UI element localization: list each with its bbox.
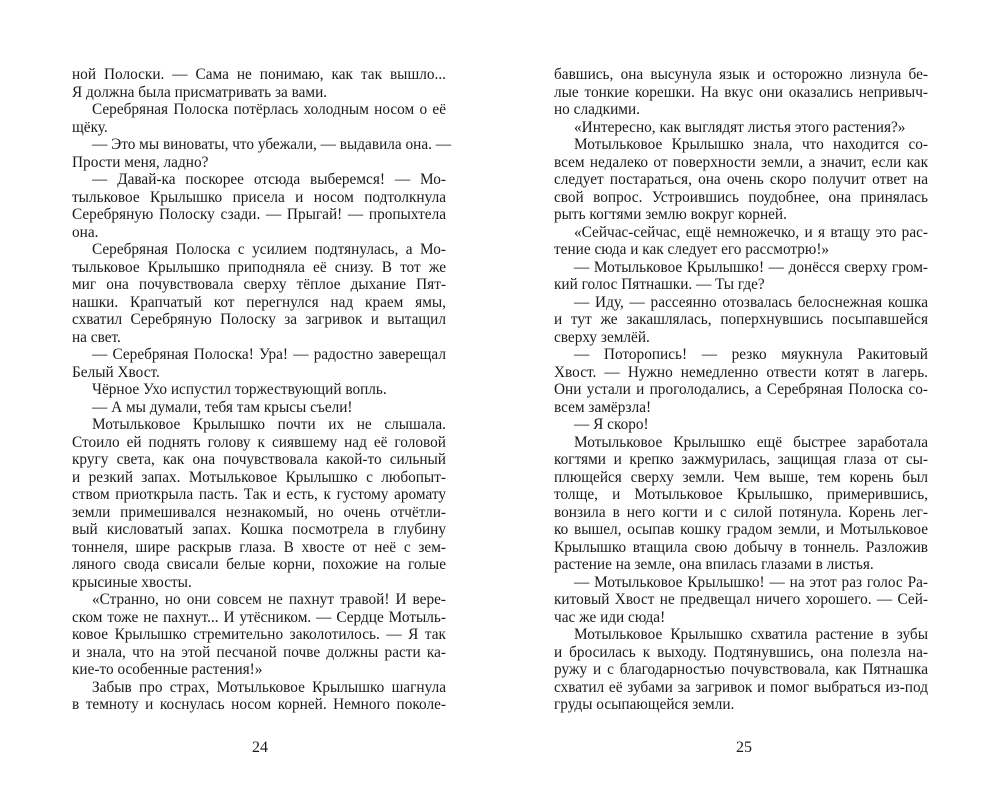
text-line: Серебряная Полоска с усилием подтянулась, а Мо-: [92, 241, 446, 258]
text-line: груды осыпающейся земли.: [554, 696, 735, 713]
text-line: «Странно, но они совсем не пахнут травой! И вере-: [92, 591, 446, 608]
text-line: и бросилась к выходу. Подтянувшись, она полезла на-: [554, 643, 928, 661]
text-line: схватил её зубами за загривок и помог выбраться из-под: [554, 678, 928, 696]
text-line: Серебряная Полоска потёрлась холодным носом о её: [92, 101, 446, 118]
text-line: Белый Хвост.: [72, 363, 160, 381]
text-line: всем замёрзла!: [554, 398, 652, 416]
text-line: и тут же закашлялась, поперхнувшись посыпавшейся: [554, 311, 928, 328]
text-line: лые тонкие корешки. На вкус они оказались непривыч-: [554, 83, 928, 101]
text-line: рыть когтями землю вокруг корней.: [554, 206, 787, 223]
text-line: ском тоже не пахнут... И утёсником. — Сердце Мотыль-: [72, 608, 446, 626]
text-line: и резкий запах. Мотыльковое Крылышко с любопыт-: [72, 468, 446, 486]
text-line: Мотыльковое Крылышко почти их не слышала.: [92, 416, 446, 433]
text-line: китовый Хвост не предвещал ничего хорошего. — Сей-: [554, 591, 928, 608]
text-line: Мотыльковое Крылышко схватила растение в зубы: [574, 626, 928, 643]
text-line: тоннеля, шире раскрыв глаза. В хвосте от неё с зем-: [72, 538, 446, 556]
text-line: — Поторопись! — резко мяукнула Ракитовый: [574, 346, 928, 363]
text-line: толще, и Мотыльковое Крылышко, примерившись,: [554, 486, 928, 503]
text-line: всем недалеко от поверхности земли, а значит, если как: [554, 153, 928, 171]
text-line: и знала, что на этой песчаной почве должны расти ка-: [72, 643, 446, 661]
text-line: Забыв про страх, Мотыльковое Крылышко шагнула: [92, 678, 446, 696]
text-line: вый кисловатый запах. Кошка посмотрела в глубину: [72, 521, 446, 538]
text-line: крысиные хвосты.: [72, 573, 192, 591]
text-line: тение сюда и как следует его рассмотрю!»: [554, 241, 830, 258]
left-page-text: [72, 66, 452, 714]
text-line: миг она почувствовала сверху тёплое дыхание Пят-: [72, 276, 446, 293]
text-line: в темноту и коснулась носом корней. Немного поколе-: [72, 696, 446, 713]
text-line: — Я скоро!: [574, 416, 649, 433]
text-line: — Иду, — рассеянно отозвалась белоснежная кошка: [574, 293, 928, 311]
text-line: — Мотыльковое Крылышко! — донёсся сверху гром-: [574, 258, 928, 276]
text-line: «Интересно, как выглядят листья этого растения?»: [574, 118, 906, 136]
text-line: ружу и с благодарностью почувствовала, как Пятнашка: [554, 661, 928, 678]
right-page-text: [554, 66, 928, 714]
text-line: Стоило ей поднять голову к сиявшему над её головой: [72, 433, 446, 451]
text-line: ляного свода свисали белые корни, похожие на голые: [72, 556, 446, 573]
text-line: Серебряную Полоску сзади. — Прыгай! — пропыхтела: [72, 206, 446, 223]
text-line: ко вышел, осыпав кошку градом земли, и Мотыльковое: [554, 521, 928, 538]
text-line: земли примешивался незнакомый, но очень отчётли-: [72, 503, 446, 521]
page-number-left: 24: [252, 739, 268, 756]
text-line: но сладкими.: [554, 101, 640, 118]
text-line: — Мотыльковое Крылышко! — на этот раз голос Ра-: [574, 573, 928, 591]
text-line: Мотыльковое Крылышко знала, что находится со-: [574, 136, 928, 153]
text-line: кие-то особенные растения!»: [72, 661, 263, 678]
text-line: ковое Крылышко стремительно заколотилось. — Я так: [72, 626, 446, 643]
text-line: растение на земле, она впилась глазами в листья.: [554, 556, 874, 573]
text-line: щёку.: [72, 118, 108, 136]
text-line: Я должна была присматривать за вами.: [72, 83, 328, 101]
text-line: свой вопрос. Устроившись поудобнее, она принялась: [554, 188, 928, 206]
text-line: кий голос Пятнашки. — Ты где?: [554, 276, 765, 293]
text-line: тыльковое Крылышко приподняла её снизу. В тот же: [72, 258, 446, 276]
text-line: на свет.: [72, 328, 121, 346]
text-line: ной Полоски. — Сама не понимаю, как так вышло...: [72, 66, 446, 83]
text-line: — Это мы виноваты, что убежали, — выдавила она. —: [92, 136, 452, 153]
text-line: Прости меня, ладно?: [72, 153, 209, 171]
page-number-right: 25: [736, 739, 752, 756]
text-line: Хвост. — Нужно немедленно отвести котят в лагерь.: [554, 363, 928, 381]
text-line: Они устали и проголодались, а Серебряная Полоска со-: [554, 381, 928, 398]
text-line: тыльковое Крылышко присела и носом подтолкнула: [72, 188, 446, 206]
text-line: час же иди сюда!: [554, 608, 666, 626]
text-line: «Сейчас-сейчас, ещё немножечко, и я втащу это рас-: [574, 223, 928, 241]
text-line: — Серебряная Полоска! Ура! — радостно заверещал: [92, 346, 446, 363]
text-line: вонзила в него когти и с силой потянула. Корень лег-: [554, 503, 928, 521]
text-line: ством приоткрыла пасть. Так и есть, к густому аромату: [72, 486, 446, 503]
text-line: Чёрное Ухо испустил торжествующий вопль.: [92, 381, 387, 398]
text-line: следует постараться, она очень скоро получит ответ на: [554, 171, 928, 188]
text-line: — Давай-ка поскорее отсюда выберемся! — Мо-: [92, 171, 446, 188]
text-line: схватил Серебряную Полоску за загривок и вытащил: [72, 311, 446, 328]
text-line: она.: [72, 223, 99, 241]
text-line: бавшись, она высунула язык и осторожно лизнула бе-: [554, 66, 928, 83]
text-line: плющейся сверху земли. Чем выше, тем корень был: [554, 468, 928, 486]
text-line: сверху землёй.: [554, 328, 650, 346]
text-line: Мотыльковое Крылышко ещё быстрее заработала: [574, 433, 928, 451]
text-line: когтями и крепко зажмурилась, защищая глаза от сы-: [554, 451, 928, 468]
text-line: кругу света, как она почувствовала какой-то сильный: [72, 451, 446, 468]
text-line: — А мы думали, тебя там крысы съели!: [92, 398, 353, 416]
text-line: Крылышко втащила свою добычу в тоннель. Разложив: [554, 538, 928, 556]
text-line: нашки. Крапчатый кот перегнулся над краем ямы,: [72, 293, 446, 311]
